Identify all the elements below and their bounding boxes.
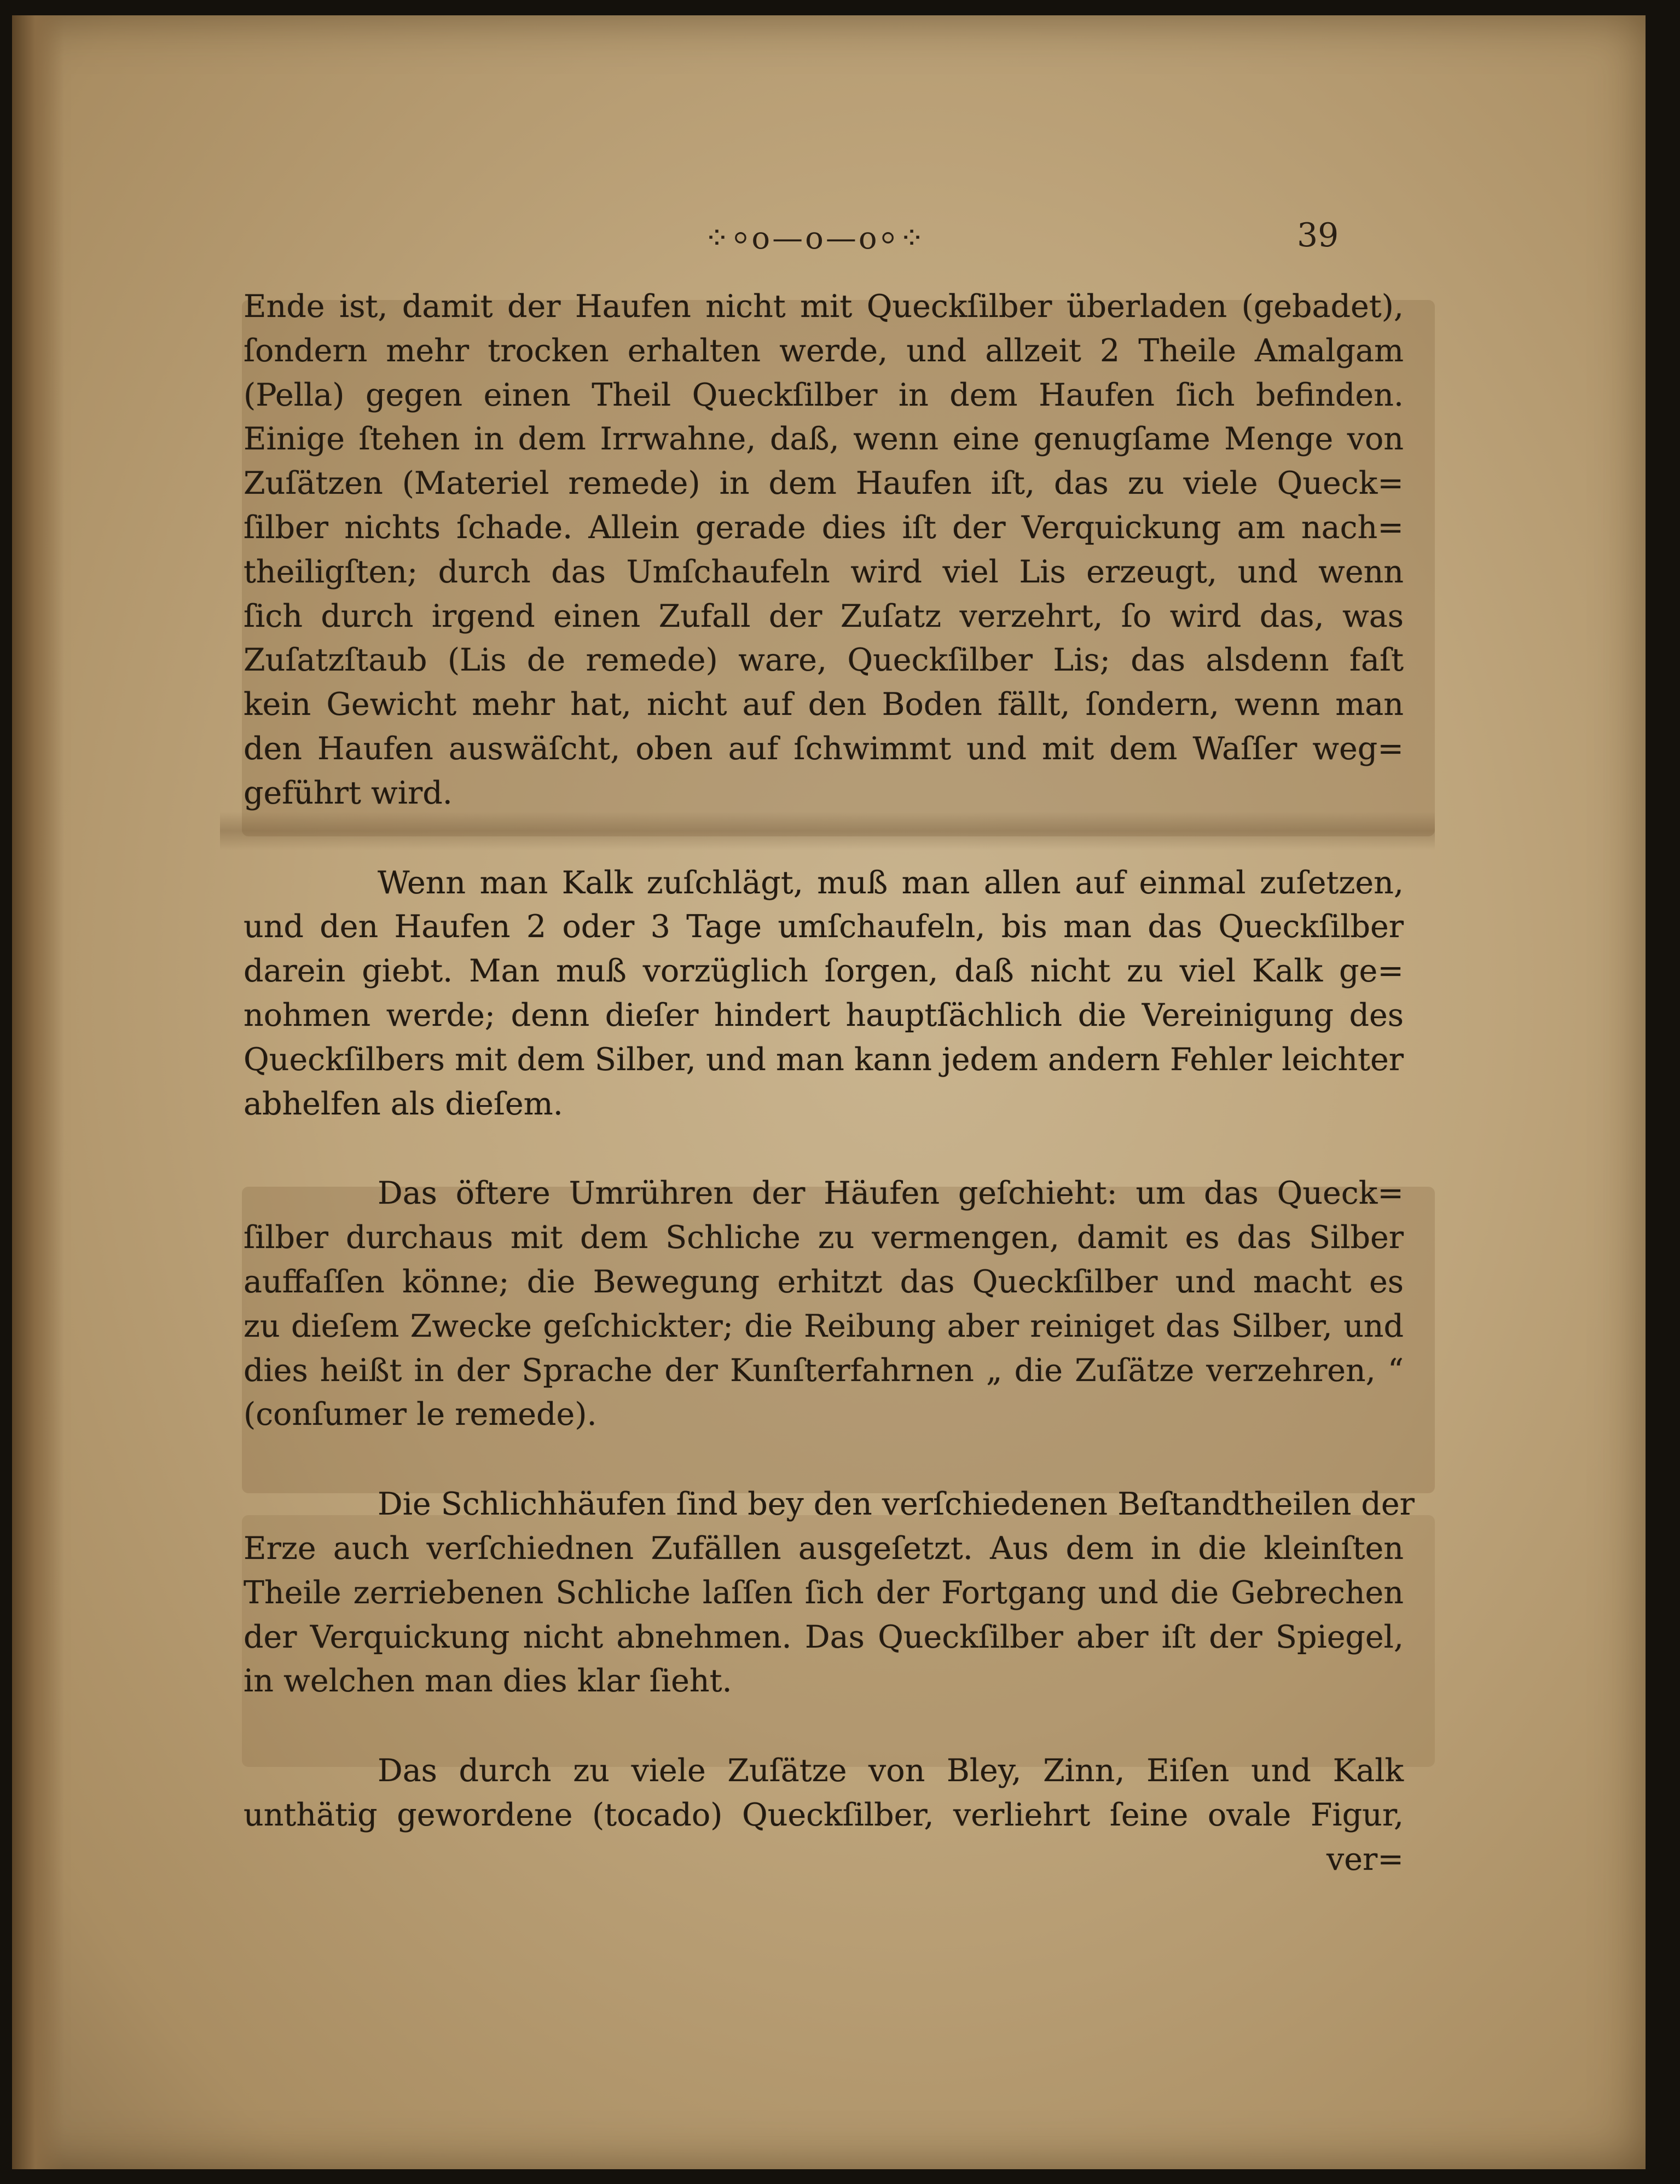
text-line: auffaſſen könne; die Bewegung erhitzt das Queckſilber und macht es [244,1263,1404,1300]
text-line: den Haufen auswäſcht, oben auf ſchwimmt und mit dem Waſſer weg= [244,730,1404,767]
catchword: ver= [1326,1841,1404,1877]
text-line: theiligſten; durch das Umſchaufeln wird viel Lis erzeugt, und wenn [244,553,1404,590]
paragraph-2 [244,861,1404,1126]
text-line: unthätig gewordene (tocado) Queckſilber, verliehrt ſeine ovale Figur, [244,1796,1404,1833]
text-line: kein Gewicht mehr hat, nicht auf den Boden fällt, ſondern, wenn man [244,686,1404,723]
text-line: ſilber nichts ſchade. Allein gerade dies iſt der Verquickung am nach= [244,509,1404,546]
text-line: und den Haufen 2 oder 3 Tage umſchaufeln, bis man das Queckſilber [244,909,1404,945]
text-line: geführt wird. [244,775,453,811]
page-number: 39 [1297,216,1339,255]
text-line: zu dieſem Zwecke geſchickter; die Reibung aber reiniget das Silber, und [244,1308,1404,1344]
paragraph-3 [244,1171,1404,1437]
text-line: darein giebt. Man muß vorzüglich ſorgen, daß nicht zu viel Kalk ge= [244,953,1404,990]
paragraph-gap [244,1437,1404,1482]
text-line: Erze auch verſchiednen Zufällen ausgeſetzt. Aus dem in die kleinſten [244,1530,1404,1567]
text-line: Die Schlichhäufen ſind bey den verſchiedenen Beſtandtheilen der [378,1486,1415,1523]
text-line: Zuſätzen (Materiel remede) in dem Haufen iſt, das zu viele Queck= [244,465,1404,502]
text-line: Ende ist, damit der Haufen nicht mit Queckſilber überladen (gebadet), [244,288,1404,325]
body-text [244,285,1415,1882]
text-line: (Pella) gegen einen Theil Queckſilber in dem Haufen ſich befinden. [244,377,1404,413]
paragraph-gap [244,816,1404,861]
text-line: ſich durch irgend einen Zufall der Zuſatz verzehrt, ſo wird das, was [244,598,1404,634]
text-line: der Verquickung nicht abnehmen. Das Queckſilber aber iſt der Spiegel, [244,1619,1404,1655]
text-line: abhelfen als dieſem. [244,1085,563,1122]
header-ornament: ⁘⸰o—o—o⸰⁘ [704,221,927,256]
text-line: nohmen werde; denn dieſer hindert hauptſächlich die Vereinigung des [244,997,1404,1033]
text-line: (conſumer le remede). [244,1396,597,1433]
page-gutter-shadow [12,15,64,2169]
text-line: in welchen man dies klar ſieht. [244,1663,732,1700]
text-line: Das öftere Umrühren der Häufen geſchieht: um das Queck= [378,1175,1404,1212]
paragraph-5 [244,1749,1404,1881]
text-line: dies heißt in der Sprache der Kunſterfahrnen „ die Zuſätze verzehren, “ [244,1352,1404,1389]
paragraph-gap [244,1126,1404,1171]
text-line: ſondern mehr trocken erhalten werde, und allzeit 2 Theile Amalgam [244,332,1404,369]
paragraph-gap [244,1703,1404,1749]
text-line: Theile zerriebenen Schliche laſſen ſich der Fortgang und die Gebrechen [244,1574,1404,1611]
text-line: ſilber durchaus mit dem Schliche zu vermengen, damit es das Silber [244,1220,1404,1256]
text-line: Das durch zu viele Zuſätze von Bley, Zinn, Eiſen und Kalk [378,1753,1404,1789]
paragraph-4 [244,1482,1415,1703]
text-line: Wenn man Kalk zuſchlägt, muß man allen auf einmal zuſetzen, [378,864,1404,901]
text-line: Zuſatzſtaub (Lis de remede) ware, Queckſilber Lis; das alsdenn faſt [244,642,1404,679]
text-line: Einige ſtehen in dem Irrwahne, daß, wenn eine genugſame Menge von [244,421,1404,458]
paragraph-1 [244,285,1404,816]
page-header [0,216,1680,265]
text-line: Queckſilbers mit dem Silber, und man kann jedem andern Fehler leichter [244,1041,1404,1078]
